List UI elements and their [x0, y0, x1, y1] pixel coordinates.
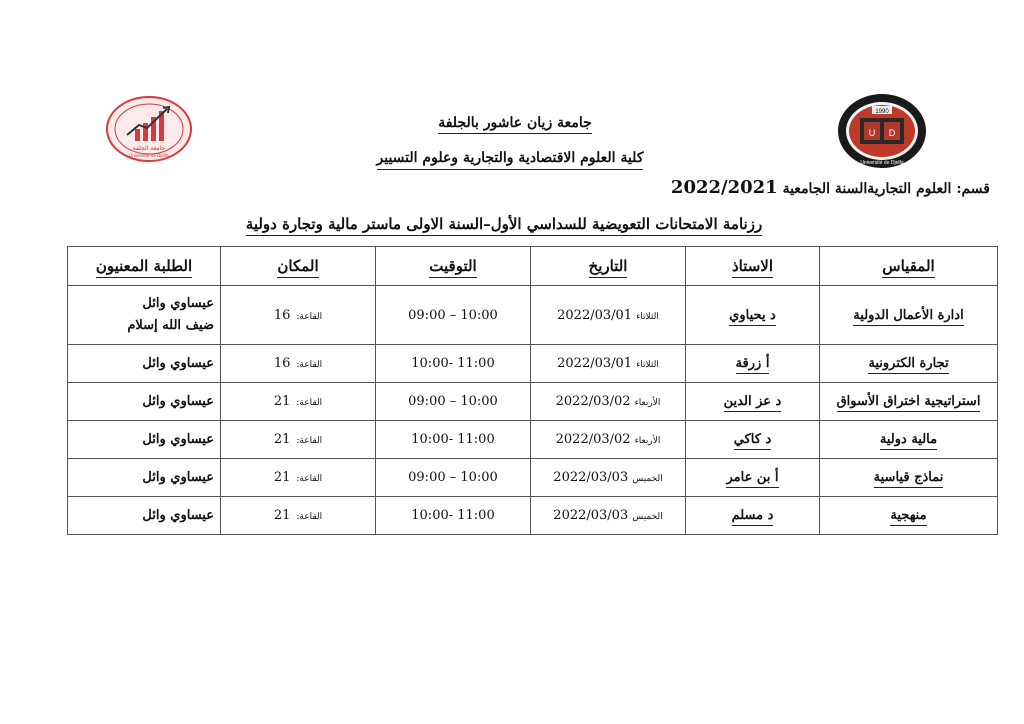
cell-module: منهجية	[820, 497, 998, 535]
student-name: عيساوي وائل	[142, 431, 214, 447]
room-label: القاعة:	[296, 512, 323, 522]
cell-module: استراتيجية اختراق الأسواق	[820, 383, 998, 421]
room-label: القاعة:	[296, 360, 323, 370]
exam-date: 2022/03/03	[553, 508, 629, 523]
seal-caption: Université de Djelfa	[860, 160, 904, 166]
table-header-row	[68, 247, 998, 286]
student-name: عيساوي وائل	[142, 507, 214, 523]
table-row	[68, 383, 998, 421]
student-name: عيساوي وائل	[142, 469, 214, 485]
cell-professor: أ بن عامر	[686, 459, 820, 497]
room-label: القاعة:	[296, 474, 323, 484]
cell-date	[531, 345, 686, 383]
cell-time: 10:00- 11:00	[376, 497, 531, 535]
svg-text:U: U	[868, 128, 876, 138]
room-number: 21	[273, 508, 291, 523]
cell-place	[221, 421, 376, 459]
cell-date	[531, 286, 686, 345]
exam-date: 2022/03/02	[555, 432, 631, 447]
cell-module: نماذج قياسية	[820, 459, 998, 497]
department-line	[670, 177, 990, 198]
header-place: المكان	[221, 247, 376, 286]
table-row	[68, 421, 998, 459]
exam-day: الأربعاء	[634, 398, 661, 408]
cell-module: ادارة الأعمال الدولية	[820, 286, 998, 345]
exam-day: الخميس	[632, 512, 663, 522]
cell-time: 09:00 – 10:00	[376, 286, 531, 345]
header-date: التاريخ	[531, 247, 686, 286]
university-seal-logo	[836, 92, 928, 170]
room-number: 21	[273, 432, 291, 447]
academic-year: 2022/2021	[670, 177, 778, 198]
room-number: 16	[273, 307, 291, 323]
exam-day: الأربعاء	[634, 436, 661, 446]
cell-students	[68, 383, 221, 421]
university-name: جامعة زيان عاشور بالجلفة	[430, 115, 600, 131]
faculty-name: كلية العلوم الاقتصادية والتجارية وعلوم التسيير	[370, 150, 650, 166]
cell-professor: د يحياوي	[686, 286, 820, 345]
cell-time: 10:00- 11:00	[376, 421, 531, 459]
exam-date: 2022/03/01	[557, 307, 633, 323]
cell-place	[221, 286, 376, 345]
student-name: عيساوي وائل	[142, 393, 214, 409]
cell-students	[68, 286, 221, 345]
room-number: 16	[273, 356, 291, 371]
cell-date	[531, 497, 686, 535]
cell-time: 09:00 – 10:00	[376, 459, 531, 497]
cell-time: 10:00- 11:00	[376, 345, 531, 383]
cell-students	[68, 345, 221, 383]
cell-date	[531, 383, 686, 421]
cell-professor: أ زرقة	[686, 345, 820, 383]
room-label: القاعة:	[296, 311, 323, 322]
table-row	[68, 459, 998, 497]
exam-date: 2022/03/03	[553, 470, 629, 485]
cell-place	[221, 383, 376, 421]
department-label: قسم: العلوم التجارية	[867, 181, 990, 197]
table-row	[68, 345, 998, 383]
table-row	[68, 286, 998, 345]
faculty-logo-caption-ar: جامعة الجلفة	[132, 145, 166, 152]
cell-date	[531, 459, 686, 497]
room-number: 21	[273, 394, 291, 409]
document-title: رزنامة الامتحانات التعويضية للسداسي الأول–السنة الاولى ماستر مالية وتجارة دولية	[232, 215, 776, 233]
student-name: ضيف الله إسلام	[127, 318, 214, 333]
room-label: القاعة:	[296, 398, 323, 408]
cell-place	[221, 459, 376, 497]
faculty-logo	[105, 95, 193, 167]
academic-year-label: السنة الجامعية	[782, 181, 868, 197]
cell-place	[221, 345, 376, 383]
header-students: الطلبة المعنيون	[68, 247, 221, 286]
student-name: عيساوي وائل	[142, 296, 214, 311]
room-label: القاعة:	[296, 436, 323, 446]
room-number: 21	[273, 470, 291, 485]
svg-text:D: D	[888, 128, 896, 138]
header-module: المقياس	[820, 247, 998, 286]
exam-day: الثلاثاء	[636, 311, 659, 322]
cell-students	[68, 421, 221, 459]
table-row	[68, 497, 998, 535]
cell-module: تجارة الكترونية	[820, 345, 998, 383]
cell-professor: د عز الدين	[686, 383, 820, 421]
header-time: التوقيت	[376, 247, 531, 286]
cell-students	[68, 497, 221, 535]
exam-date: 2022/03/02	[555, 394, 631, 409]
cell-time: 09:00 – 10:00	[376, 383, 531, 421]
faculty-logo-caption-fr: Université de Djelfa	[129, 153, 169, 158]
exam-date: 2022/03/01	[557, 356, 633, 371]
exam-day: الخميس	[632, 474, 663, 484]
exam-schedule-table	[67, 246, 998, 535]
cell-professor: د مسلم	[686, 497, 820, 535]
cell-students	[68, 459, 221, 497]
cell-place	[221, 497, 376, 535]
exam-day: الثلاثاء	[636, 360, 659, 370]
cell-date	[531, 421, 686, 459]
seal-year: 1990	[875, 109, 889, 115]
cell-module: مالية دولية	[820, 421, 998, 459]
student-name: عيساوي وائل	[142, 355, 214, 371]
header-professor: الاستاذ	[686, 247, 820, 286]
cell-professor: د كاكي	[686, 421, 820, 459]
